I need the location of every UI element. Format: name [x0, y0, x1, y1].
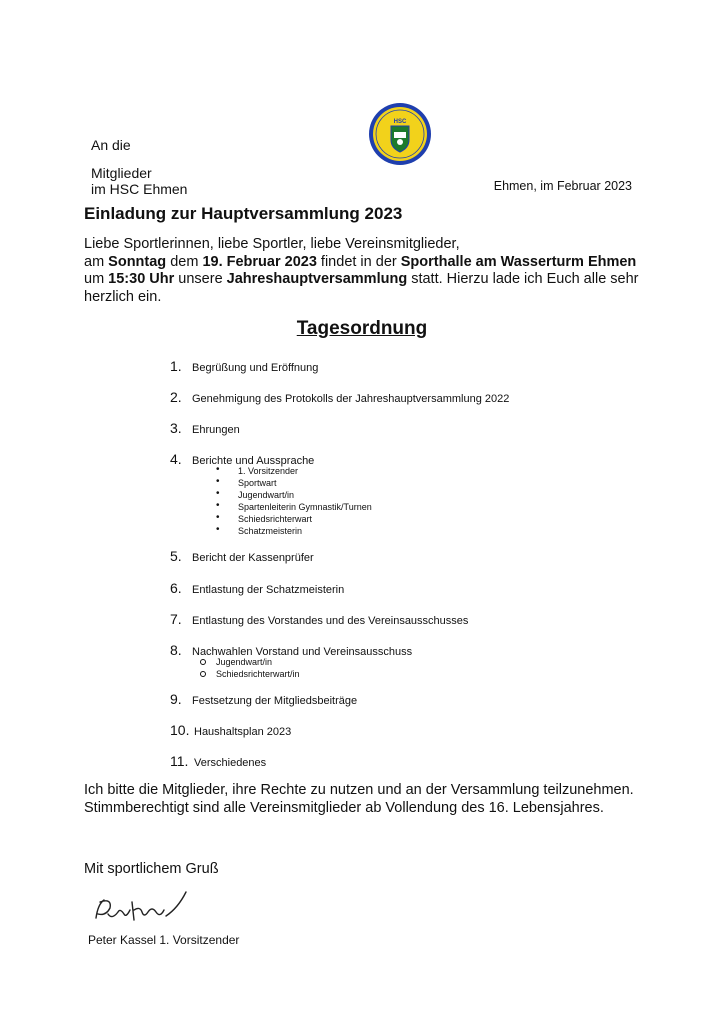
agenda-item: 11. Verschiedenes	[170, 753, 267, 769]
list-item: • 1. Vorsitzender	[214, 465, 372, 477]
svg-text:HSC: HSC	[393, 119, 407, 125]
agenda-item: 8. Nachwahlen Vorstand und Vereinsausschuss	[170, 642, 413, 658]
agenda-item: 7. Entlastung des Vorstandes und des Vereinsausschusses	[170, 611, 469, 627]
list-item: • Sportwart	[214, 477, 372, 489]
agenda-item: 1. Begrüßung und Eröffnung	[170, 358, 319, 374]
list-item: • Schiedsrichterwart	[214, 513, 372, 525]
letter-heading: Einladung zur Hauptversammlung 2023	[84, 204, 403, 223]
list-item: • Schatzmeisterin	[214, 525, 372, 537]
signer-name: Peter Kassel 1. Vorsitzender	[88, 933, 240, 947]
agenda-title: Tagesordnung	[296, 318, 428, 339]
greeting: Mit sportlichem Gruß	[84, 861, 219, 877]
election-list	[198, 656, 300, 680]
handwritten-signature	[90, 888, 200, 937]
agenda-item: 10. Haushaltsplan 2023	[170, 722, 292, 738]
club-logo	[368, 102, 432, 171]
list-item: • Spartenleiterin Gymnastik/Turnen	[214, 501, 372, 513]
report-list	[214, 465, 372, 537]
list-item: Schiedsrichterwart/in	[198, 668, 300, 680]
list-item: Jugendwart/in	[198, 656, 300, 668]
agenda-item: 3. Ehrungen	[170, 420, 240, 436]
place-date: Ehmen, im Februar 2023	[493, 179, 632, 193]
recipient-line-1: An die	[91, 137, 131, 153]
recipient-line-3: im HSC Ehmen	[91, 181, 188, 197]
agenda-item: 2. Genehmigung des Protokolls der Jahreshauptversammlung 2022	[170, 389, 510, 405]
agenda-item: 5. Bericht der Kassenprüfer	[170, 548, 314, 564]
intro-paragraph	[84, 236, 644, 306]
recipient-line-2: Mitglieder	[91, 165, 152, 181]
closing-paragraph: Ich bitte die Mitglieder, ihre Rechte zu nutzen und an der Versammlung teilzunehmen. Stimmberechtigt sind alle Vereinsmitglieder ab Vollendung des 16. Lebensjahres.	[84, 782, 634, 816]
intro-salutation: Liebe Sportlerinnen, liebe Sportler, liebe Vereinsmitglieder,	[84, 236, 460, 252]
agenda-item: 4. Berichte und Aussprache	[170, 451, 315, 467]
list-item: • Jugendwart/in	[214, 489, 372, 501]
intro-body: am Sonntag dem 19. Februar 2023 findet in der Sporthalle am Wasserturm Ehmen um 15:30 Uhr unsere Jahreshauptversammlung statt. Hierzu lade ich Euch alle sehr herzlich ein.	[84, 253, 639, 305]
agenda-item: 6. Entlastung der Schatzmeisterin	[170, 580, 345, 596]
agenda-item: 9. Festsetzung der Mitgliedsbeiträge	[170, 691, 358, 707]
